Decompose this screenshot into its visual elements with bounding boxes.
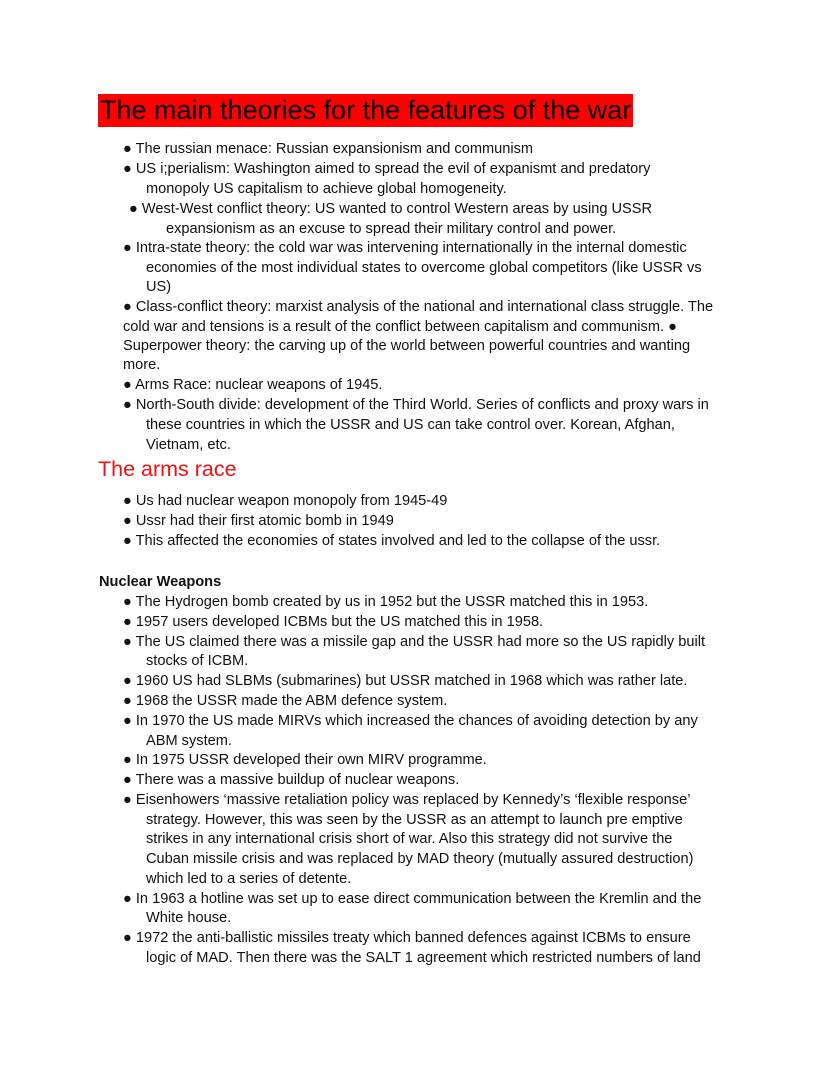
list-item: ● US i;perialism: Washington aimed to spread the evil of expanismt and predatory <box>123 161 651 177</box>
list-item: ● There was a massive buildup of nuclear weapons. <box>123 772 460 788</box>
list-item-continuation: strikes in any international crisis short of war. Also this strategy did not survive the <box>146 831 673 847</box>
list-item: ● West-West conflict theory: US wanted to control Western areas by using USSR <box>129 201 653 217</box>
list-item-continuation: Vietnam, etc. <box>146 437 231 453</box>
list-item: ● The US claimed there was a missile gap and the USSR had more so the US rapidly built <box>123 634 706 650</box>
list-item: ● In 1975 USSR developed their own MIRV programme. <box>123 752 487 768</box>
list-item: ● Us had nuclear weapon monopoly from 1945-49 <box>123 493 448 509</box>
list-item: ● Class-conflict theory: marxist analysis of the national and international class struggle. The <box>123 299 714 315</box>
list-item-continuation: economies of the most individual states to overcome global competitors (like USSR vs <box>146 260 702 276</box>
list-item-continuation: US) <box>146 279 172 295</box>
list-item: ● North-South divide: development of the Third World. Series of conflicts and proxy wars in <box>123 397 709 413</box>
list-item: ● In 1963 a hotline was set up to ease direct communication between the Kremlin and the <box>123 891 702 907</box>
list-item-continuation: stocks of ICBM. <box>146 653 249 669</box>
list-item-continuation: more. <box>123 357 161 373</box>
list-item: ● 1957 users developed ICBMs but the US matched this in 1958. <box>123 614 544 630</box>
section-heading-arms-race: The arms race <box>98 457 237 481</box>
list-item: ● Arms Race: nuclear weapons of 1945. <box>123 377 383 393</box>
list-item-continuation: monopoly US capitalism to achieve global homogeneity. <box>146 181 507 197</box>
list-item-continuation: ABM system. <box>146 733 232 749</box>
subheading-nuclear-weapons: Nuclear Weapons <box>99 574 222 590</box>
list-item-continuation: logic of MAD. Then there was the SALT 1 agreement which restricted numbers of land <box>146 950 701 966</box>
list-item: ● 1960 US had SLBMs (submarines) but USSR matched in 1968 which was rather late. <box>123 673 688 689</box>
list-item: ● 1968 the USSR made the ABM defence system. <box>123 693 448 709</box>
list-item: ● The Hydrogen bomb created by us in 1952 but the USSR matched this in 1953. <box>123 594 649 610</box>
list-item-continuation: cold war and tensions is a result of the conflict between capitalism and communism. ● <box>123 319 677 335</box>
list-item-continuation: strategy. However, this was seen by the USSR as an attempt to launch pre emptive <box>146 812 683 828</box>
list-item-continuation: Superpower theory: the carving up of the world between powerful countries and wanting <box>123 338 691 354</box>
list-item: ● This affected the economies of states involved and led to the collapse of the ussr. <box>123 533 661 549</box>
list-item-continuation: these countries in which the USSR and US can take control over. Korean, Afghan, <box>146 417 675 433</box>
list-item-continuation: Cuban missile crisis and was replaced by MAD theory (mutually assured destruction) <box>146 851 694 867</box>
title-highlight <box>98 94 633 127</box>
list-item: ● Intra-state theory: the cold war was intervening internationally in the internal domestic <box>123 240 687 256</box>
list-item: ● Ussr had their first atomic bomb in 1949 <box>123 513 394 529</box>
list-item: ● Eisenhowers ‘massive retaliation policy was replaced by Kennedy’s ‘flexible response’ <box>123 792 691 808</box>
list-item-continuation: which led to a series of detente. <box>146 871 352 887</box>
list-item-continuation: expansionism as an excuse to spread their military control and power. <box>166 221 617 237</box>
list-item: ● 1972 the anti-ballistic missiles treaty which banned defences against ICBMs to ensure <box>123 930 691 946</box>
list-item-continuation: White house. <box>146 910 232 926</box>
page-title: The main theories for the features of the war <box>100 95 632 125</box>
list-item: ● The russian menace: Russian expansionism and communism <box>123 141 534 157</box>
list-item: ● In 1970 the US made MIRVs which increased the chances of avoiding detection by any <box>123 713 698 729</box>
